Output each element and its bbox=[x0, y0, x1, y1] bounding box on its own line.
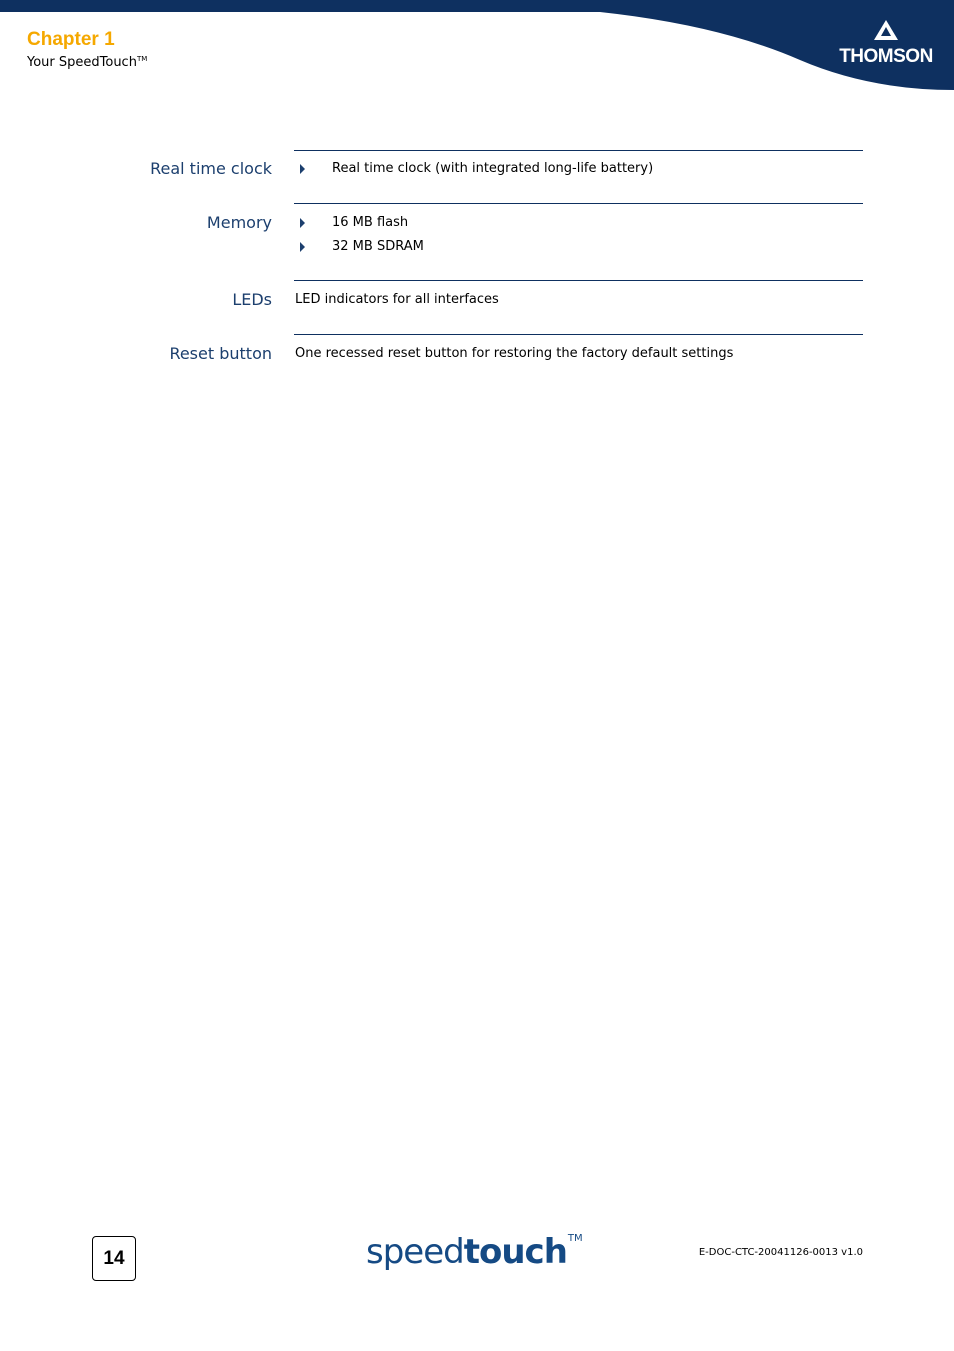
subtitle-text: Your SpeedTouch bbox=[27, 55, 137, 70]
bullet-arrow-icon bbox=[300, 218, 305, 228]
spec-label-real-time-clock: Real time clock bbox=[150, 159, 272, 178]
brand-trademark: TM bbox=[567, 1233, 583, 1244]
bullet-arrow-icon bbox=[300, 164, 305, 174]
thomson-emblem-icon bbox=[874, 20, 898, 42]
divider bbox=[294, 150, 863, 151]
spec-label-reset-button: Reset button bbox=[169, 344, 272, 363]
speedtouch-logo bbox=[366, 1228, 583, 1276]
divider bbox=[294, 203, 863, 204]
divider bbox=[294, 280, 863, 281]
logo-text: THOMSON bbox=[839, 46, 933, 67]
brand-bold-text: touch bbox=[463, 1232, 567, 1272]
header-band bbox=[0, 0, 954, 100]
chapter-subtitle bbox=[27, 56, 147, 69]
spec-label-leds: LEDs bbox=[232, 290, 272, 309]
spec-text-leds: LED indicators for all interfaces bbox=[295, 292, 499, 307]
document-reference: E-DOC-CTC-20041126-0013 v1.0 bbox=[698, 1247, 863, 1258]
brand-light-text: speed bbox=[366, 1232, 464, 1272]
page-number-box bbox=[92, 1236, 136, 1281]
spec-label-memory: Memory bbox=[206, 213, 272, 232]
list-item-text: 16 MB flash bbox=[332, 215, 409, 230]
thomson-logo bbox=[838, 20, 934, 68]
list-item-text: Real time clock (with integrated long-life battery) bbox=[332, 161, 654, 176]
page-number: 14 bbox=[103, 1248, 125, 1269]
bullet-arrow-icon bbox=[300, 242, 305, 252]
list-item-text: 32 MB SDRAM bbox=[332, 239, 424, 254]
spec-text-reset-button: One recessed reset button for restoring the factory default settings bbox=[295, 346, 734, 361]
divider bbox=[294, 334, 863, 335]
chapter-title: Chapter 1 bbox=[27, 29, 115, 50]
subtitle-trademark: TM bbox=[136, 55, 148, 63]
